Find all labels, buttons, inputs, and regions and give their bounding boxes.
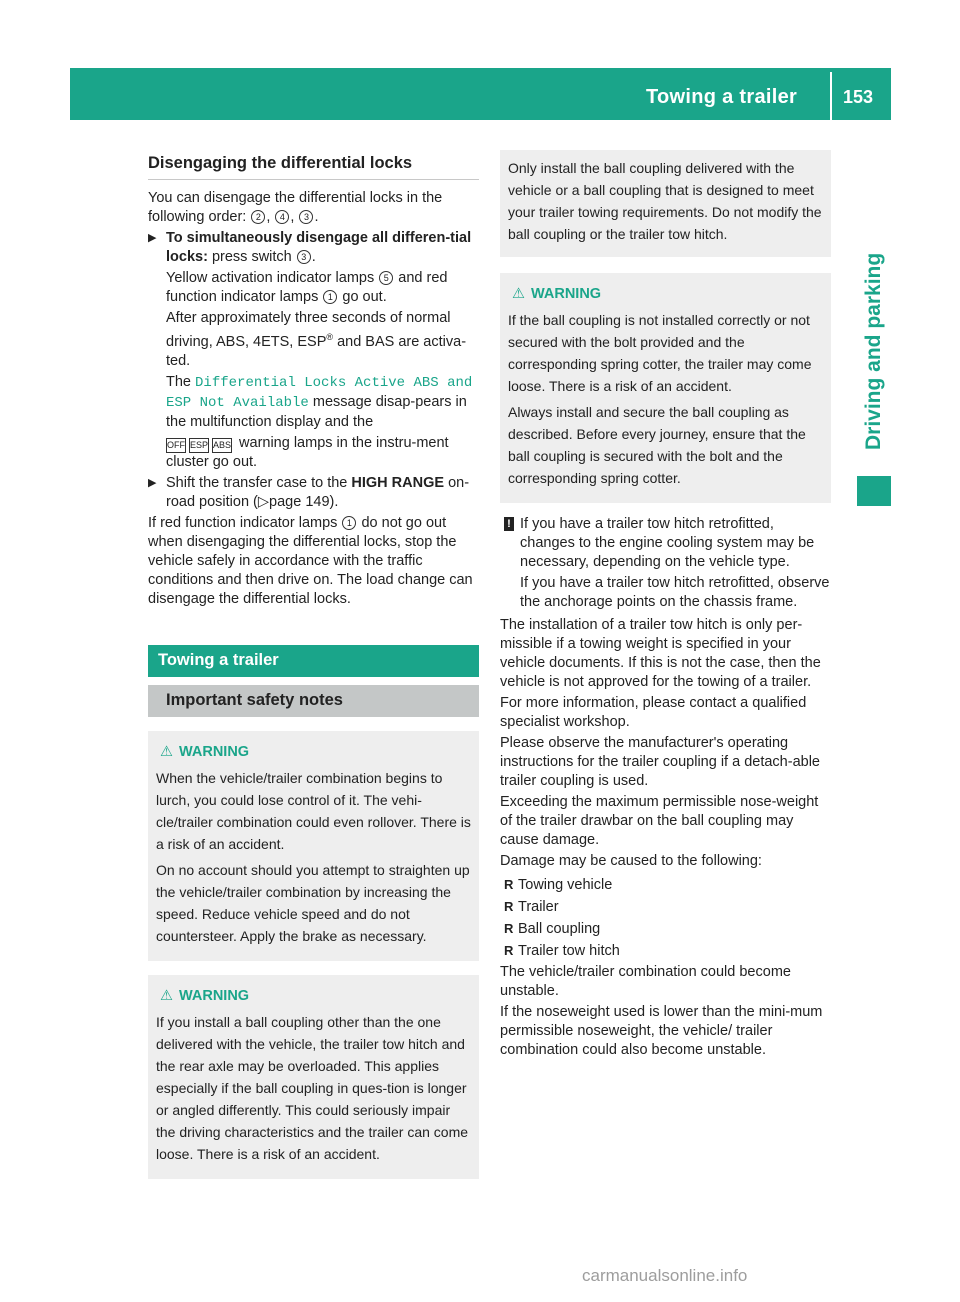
switch-number-icon: 4 xyxy=(275,210,289,224)
diff-lock-lamp-icon: OFF xyxy=(166,438,186,453)
step-arrow-icon: ▶ xyxy=(148,476,157,489)
lamp-number-icon: 5 xyxy=(379,271,393,285)
instruction-step xyxy=(148,474,479,512)
warning-label: WARNING xyxy=(179,987,250,1004)
step-text: Yellow activation indicator lamps xyxy=(166,270,375,286)
switch-number-icon: 3 xyxy=(299,210,313,224)
right-column xyxy=(500,150,831,1062)
warning-box xyxy=(500,273,831,503)
body-paragraph: Please observe the manufacturer's operating instructions for the trailer coupling if a detach-able trailer coupling is used. xyxy=(500,735,820,789)
list-item-text: Trailer tow hitch xyxy=(518,943,620,959)
list-item xyxy=(500,940,831,962)
intro-paragraph xyxy=(148,189,479,227)
warning-text: If you install a ball coupling other than the one delivered with the vehicle, the trailer tow hitch and the rear axle may be overloaded. This applies especially if the ball coupling in ques-tion is longer or angled differently. This could seriously impair the driving characteristics and the trailer can come loose. There is a risk of an accident. xyxy=(156,1013,469,1162)
body-paragraph: The vehicle/trailer combination could become unstable. xyxy=(500,964,791,999)
warning-label: WARNING xyxy=(179,743,250,760)
watermark: carmanualsonline.info xyxy=(582,1266,748,1285)
separator: ). xyxy=(329,493,339,510)
bullet-icon: R xyxy=(504,877,514,892)
damage-list xyxy=(500,874,831,962)
step-text: and red function indicator lamps xyxy=(166,270,448,305)
esp-lamp-icon: ESP xyxy=(189,438,209,453)
step-text: Shift the transfer case to the xyxy=(166,474,348,491)
body-paragraph: Exceeding the maximum permissible nose-weight of the trailer drawbar on the ball coupling may cause damage. xyxy=(500,794,819,848)
body-text: do not go out when disengaging the differential locks, stop the vehicle safely in accordance with the traffic conditions and then drive on. The load change can disengage the differential locks. xyxy=(148,514,473,607)
subsection-bar: Important safety notes xyxy=(148,685,479,717)
warning-triangle-icon: ⚠ xyxy=(160,987,173,1004)
separator: , xyxy=(266,209,271,225)
warning-text: When the vehicle/trailer combination begins to lurch, you could lose control of it. The vehi-cle/trailer combination could even rollover. There is a risk of an accident. xyxy=(156,769,471,852)
list-item-text: Towing vehicle xyxy=(518,877,613,893)
display-message: Differential Locks Active ABS and ESP Not Available xyxy=(166,374,473,411)
switch-number-icon: 3 xyxy=(297,250,311,264)
warning-label: WARNING xyxy=(531,286,602,302)
notice-exclamation-icon: ! xyxy=(504,517,514,531)
left-column xyxy=(148,150,479,1179)
body-paragraph: If the noseweight used is lower than the mini-mum permissible noseweight, the vehicle/ trailer combination could also become unstable. xyxy=(500,1004,823,1058)
lamp-number-icon: 1 xyxy=(342,516,356,530)
step-text: press switch xyxy=(211,249,292,265)
body-paragraph: For more information, please contact a qualified specialist workshop. xyxy=(500,695,807,730)
section-heading: Disengaging the differential locks xyxy=(148,150,479,180)
warning-box xyxy=(148,975,479,1179)
list-item-text: Ball coupling xyxy=(518,921,601,937)
info-box xyxy=(500,150,831,257)
step-text: After approximately three seconds of normal driving, ABS, 4ETS, ESP xyxy=(166,310,451,350)
info-text: Only install the ball coupling delivered with the vehicle or a ball coupling that is designed to meet your trailer towing requirements. Do not modify the ball coupling or the trailer tow hitch. xyxy=(508,160,822,242)
notice-text: If you have a trailer tow hitch retrofitted, observe the anchorage points on the chassis frame. xyxy=(520,575,830,610)
warning-title xyxy=(508,283,823,305)
abs-lamp-icon: ABS xyxy=(212,438,232,453)
page-number: 153 xyxy=(843,87,874,107)
instruction-step xyxy=(148,229,479,472)
warning-triangle-icon: ⚠ xyxy=(512,286,525,302)
list-item-text: Trailer xyxy=(518,899,559,915)
step-bold: HIGH RANGE xyxy=(351,474,445,491)
step-text: and BAS are activa-ted. xyxy=(166,333,467,369)
notice-text: If you have a trailer tow hitch retrofitted, changes to the engine cooling system may be necessary, depending on the vehicle type. xyxy=(520,516,815,570)
intro-text: You can disengage the differential locks in the following order: xyxy=(148,190,443,225)
step-title: To simultaneously disengage all differen-tial locks: xyxy=(166,230,472,265)
warning-title xyxy=(156,985,471,1007)
step-text: message disap-pears in the multifunction display and the xyxy=(166,393,467,430)
step-text: on-road position ( xyxy=(166,474,470,510)
page-header-title: Towing a trailer xyxy=(646,86,798,108)
warning-text: If the ball coupling is not installed correctly or not secured with the bolt provided and the corresponding spring cotter, the trailer may come loose. There is a risk of an accident. xyxy=(508,312,812,394)
body-paragraph: The installation of a trailer tow hitch is only per-missible if a towing weight is specified in your vehicle documents. If this is not the case, then the vehicle is not approved for the towing of a trailer. xyxy=(500,617,821,690)
warning-text: Always install and secure the ball coupling as described. Before every journey, ensure that the ball coupling is secured with the bolt and the corresponding spring cotter. xyxy=(508,404,806,486)
side-chapter-marker xyxy=(857,476,891,506)
step-arrow-icon: ▶ xyxy=(148,232,157,244)
page-reference-link[interactable]: page 149 xyxy=(269,493,330,510)
body-text: If red function indicator lamps xyxy=(148,514,338,531)
step-text: The xyxy=(166,373,191,390)
step-text: warning lamps in the instru-ment cluster go out. xyxy=(166,434,449,470)
header-divider xyxy=(830,72,832,120)
page-ref-arrow-icon: ▷ xyxy=(257,493,270,510)
body-paragraph: Damage may be caused to the following: xyxy=(500,853,762,869)
warning-triangle-icon: ⚠ xyxy=(160,743,173,760)
list-item xyxy=(500,918,831,940)
separator: . xyxy=(311,249,316,265)
bullet-icon: R xyxy=(504,899,514,914)
switch-number-icon: 2 xyxy=(251,210,265,224)
lamp-number-icon: 1 xyxy=(323,290,337,304)
step-text: go out. xyxy=(342,289,387,305)
side-chapter-tab xyxy=(857,252,891,450)
section-bar: Towing a trailer xyxy=(148,645,479,677)
notice-block xyxy=(500,515,831,612)
body-paragraph xyxy=(148,514,479,609)
separator: , xyxy=(290,209,295,225)
warning-text: On no account should you attempt to straighten up the vehicle/trailer combination by increasing the speed. Reduce vehicle speed and do not countersteer. Apply the brake as necessary. xyxy=(156,861,470,944)
list-item xyxy=(500,896,831,918)
side-chapter-label: Driving and parking xyxy=(862,252,885,450)
warning-box xyxy=(148,731,479,961)
warning-title xyxy=(156,741,471,763)
bullet-icon: R xyxy=(504,921,514,936)
list-item xyxy=(500,874,831,896)
registered-mark: ® xyxy=(326,332,334,342)
bullet-icon: R xyxy=(504,943,514,958)
separator: . xyxy=(314,209,319,225)
